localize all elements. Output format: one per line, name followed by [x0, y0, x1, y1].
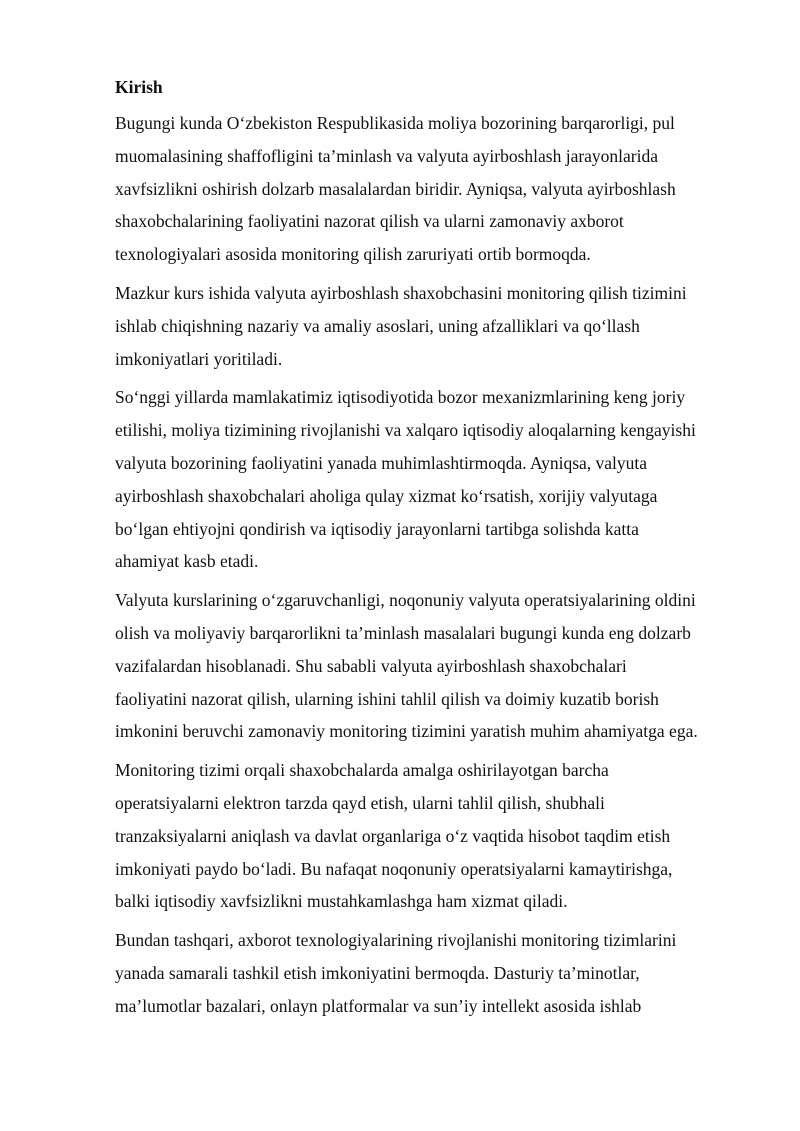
paragraph: [115, 381, 755, 578]
text-line: olish va moliyaviy barqarorlikni ta’minlash masalalari bugungi kunda eng dolzarb: [115, 622, 691, 643]
text-line: vazifalardan hisoblanadi. Shu sababli valyuta ayirboshlash shaxobchalari: [115, 655, 627, 676]
text-line: balki iqtisodiy xavfsizlikni mustahkamlashga ham xizmat qiladi.: [115, 891, 568, 912]
text-line: Bugungi kunda O‘zbekiston Respublikasida moliya bozorining barqarorligi, pul: [115, 113, 675, 133]
paragraph: [115, 754, 755, 918]
text-line: Monitoring tizimi orqali shaxobchalarda amalga oshirilayotgan barcha: [115, 760, 609, 781]
text-line: Mazkur kurs ishida valyuta ayirboshlash shaxobchasini monitoring qilish tizimini: [115, 282, 687, 303]
text-line: imkoniyati paydo bo‘ladi. Bu nafaqat noqonuniy operatsiyalarni kamaytirishga,: [115, 858, 673, 879]
text-line: shaxobchalarining faoliyatini nazorat qilish va ularni zamonaviy axborot: [115, 211, 624, 232]
text-line: ma’lumotlar bazalari, onlayn platformalar va sun’iy intellekt asosida ishlab: [115, 995, 642, 1016]
paragraph: [115, 277, 755, 375]
paragraph: [115, 584, 755, 748]
text-line: operatsiyalarni elektron tarzda qayd etish, ularni tahlil qilish, shubhali: [115, 792, 605, 813]
text-line: imkoniyatlari yoritiladi.: [115, 348, 283, 369]
text-line: Bundan tashqari, axborot texnologiyalarining rivojlanishi monitoring tizimlarini: [115, 930, 677, 951]
text-line: yanada samarali tashkil etish imkoniyatini bermoqda. Dasturiy ta’minotlar,: [115, 962, 640, 983]
text-line: bo‘lgan ehtiyojni qondirish va iqtisodiy jarayonlarni tartibga solishda katta: [115, 518, 639, 539]
document-body: [115, 75, 755, 1029]
text-line: valyuta bozorining faoliyatini yanada muhimlashtirmoqda. Ayniqsa, valyuta: [115, 452, 648, 473]
text-line: ayirboshlash shaxobchalari aholiga qulay xizmat ko‘rsatish, xorijiy valyutaga: [115, 485, 658, 506]
text-line: imkonini beruvchi zamonaviy monitoring tizimini yaratish muhim ahamiyatga ega.: [115, 721, 698, 742]
paragraph: [115, 924, 755, 1022]
text-line: etilishi, moliya tizimining rivojlanishi va xalqaro iqtisodiy aloqalarning kengayishi: [115, 420, 696, 441]
text-line: texnologiyalari asosida monitoring qilish zaruriyati ortib bormoqda.: [115, 244, 591, 265]
text-line: ishlab chiqishning nazariy va amaliy asoslari, uning afzalliklari va qo‘llash: [115, 315, 640, 336]
text-line: faoliyatini nazorat qilish, ularning ishini tahlil qilish va doimiy kuzatib borish: [115, 688, 659, 709]
text-line: xavfsizlikni oshirish dolzarb masalalardan biridir. Ayniqsa, valyuta ayirboshlash: [115, 178, 676, 199]
paragraph: [115, 107, 755, 271]
text-line: tranzaksiyalarni aniqlash va davlat organlariga o‘z vaqtida hisobot taqdim etish: [115, 825, 671, 846]
text-line: Valyuta kurslarining o‘zgaruvchanligi, noqonuniy valyuta operatsiyalarining oldini: [115, 590, 696, 611]
section-heading: Kirish: [115, 77, 163, 97]
text-line: So‘nggi yillarda mamlakatimiz iqtisodiyotida bozor mexanizmlarining keng joriy: [115, 387, 686, 408]
text-line: ahamiyat kasb etadi.: [115, 551, 259, 572]
paragraph-list: [115, 107, 755, 1023]
text-line: muomalasining shaffofligini ta’minlash va valyuta ayirboshlash jarayonlarida: [115, 145, 659, 166]
